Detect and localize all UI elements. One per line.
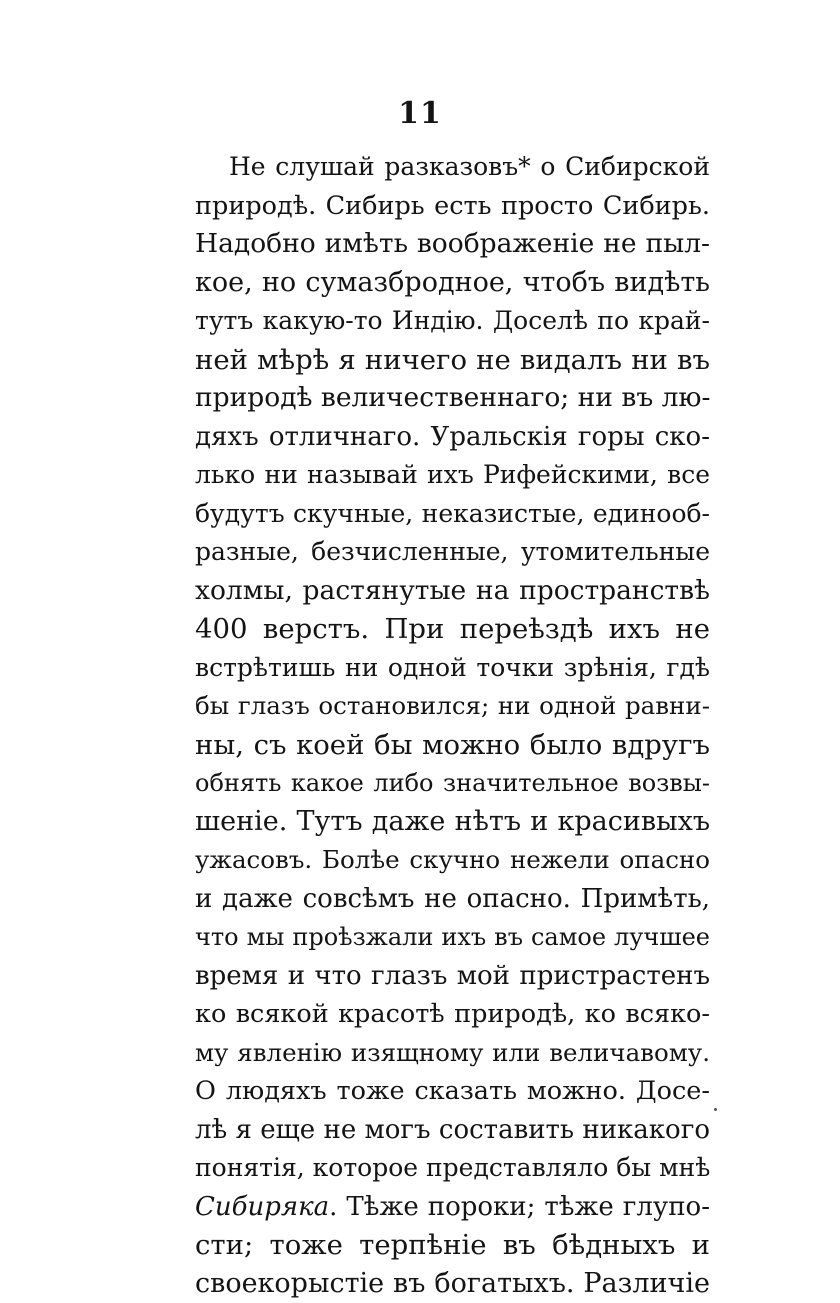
- text-line-1: Не слушай разказовъ* о Сибирской: [195, 148, 710, 187]
- text-line-13: 400 верстъ. При переѣздѣ ихъ не: [195, 610, 710, 649]
- text-line-12: холмы, растянутые на пространствѣ: [195, 572, 710, 611]
- text-line-27: понятія, которое представляло бы мнѣ: [195, 1149, 710, 1188]
- text-line-16: ны, съ коей бы можно было вдругъ: [195, 726, 710, 765]
- text-line-25: О людяхъ тоже сказать можно. Досе-: [195, 1072, 710, 1111]
- text-line-28: [195, 1188, 710, 1227]
- text-line-14: встрѣтишь ни одной точки зрѣнія, гдѣ: [195, 649, 710, 688]
- text-line-19: ужасовъ. Болѣе скучно нежели опасно: [195, 841, 710, 880]
- text-line-20: и даже совсѣмъ не опасно. Примѣть,: [195, 880, 710, 919]
- text-line-8: дяхъ отличнаго. Уральскія горы ско-: [195, 418, 710, 457]
- text-line-28-rest: . Тѣже пороки; тѣже глупо-: [329, 1192, 710, 1222]
- text-line-30: своекорыстіе въ богатыхъ. Различіе: [195, 1265, 710, 1303]
- text-line-18: шеніе. Тутъ даже нѣтъ и красивыхъ: [195, 803, 710, 842]
- text-line-29: сти; тоже терпѣніе въ бѣдныхъ и: [195, 1226, 710, 1265]
- text-line-3: Надобно имѣть воображеніе не пыл-: [195, 225, 710, 264]
- text-line-6: ней мѣрѣ я ничего не видалъ ни въ: [195, 341, 710, 380]
- text-line-23: ко всякой красотѣ природѣ, ко всяко-: [195, 995, 710, 1034]
- text-line-21: что мы проѣзжали ихъ въ самое лучшее: [195, 918, 710, 957]
- text-line-4: кое, но сумазбродное, чтобъ видѣть: [195, 264, 710, 303]
- text-line-24: му явленію изящному или величавому.: [195, 1034, 710, 1073]
- text-line-15: бы глазъ остановился; ни одной равни-: [195, 687, 710, 726]
- text-line-2: природѣ. Сибирь есть просто Сибирь.: [195, 187, 710, 226]
- text-line-11: разные, безчисленные, утомительные: [195, 533, 710, 572]
- text-line-22: время и что глазъ мой пристрастенъ: [195, 957, 710, 996]
- text-line-9: лько ни называй ихъ Рифейскими, все: [195, 456, 710, 495]
- text-line-5: тутъ какую-то Индію. Доселѣ по край-: [195, 302, 710, 341]
- body-text: [195, 148, 710, 1303]
- text-line-26: лѣ я еще не могъ составить никакого: [195, 1111, 710, 1150]
- italic-word: Сибиряка: [195, 1192, 329, 1222]
- print-speck: [714, 1108, 717, 1111]
- text-line-10: будутъ скучные, неказистые, единооб-: [195, 495, 710, 534]
- text-line-17: обнять какое либо значительное возвы-: [195, 764, 710, 803]
- page-number: 11: [0, 96, 840, 131]
- text-line-7: природѣ величественнаго; ни въ лю-: [195, 379, 710, 418]
